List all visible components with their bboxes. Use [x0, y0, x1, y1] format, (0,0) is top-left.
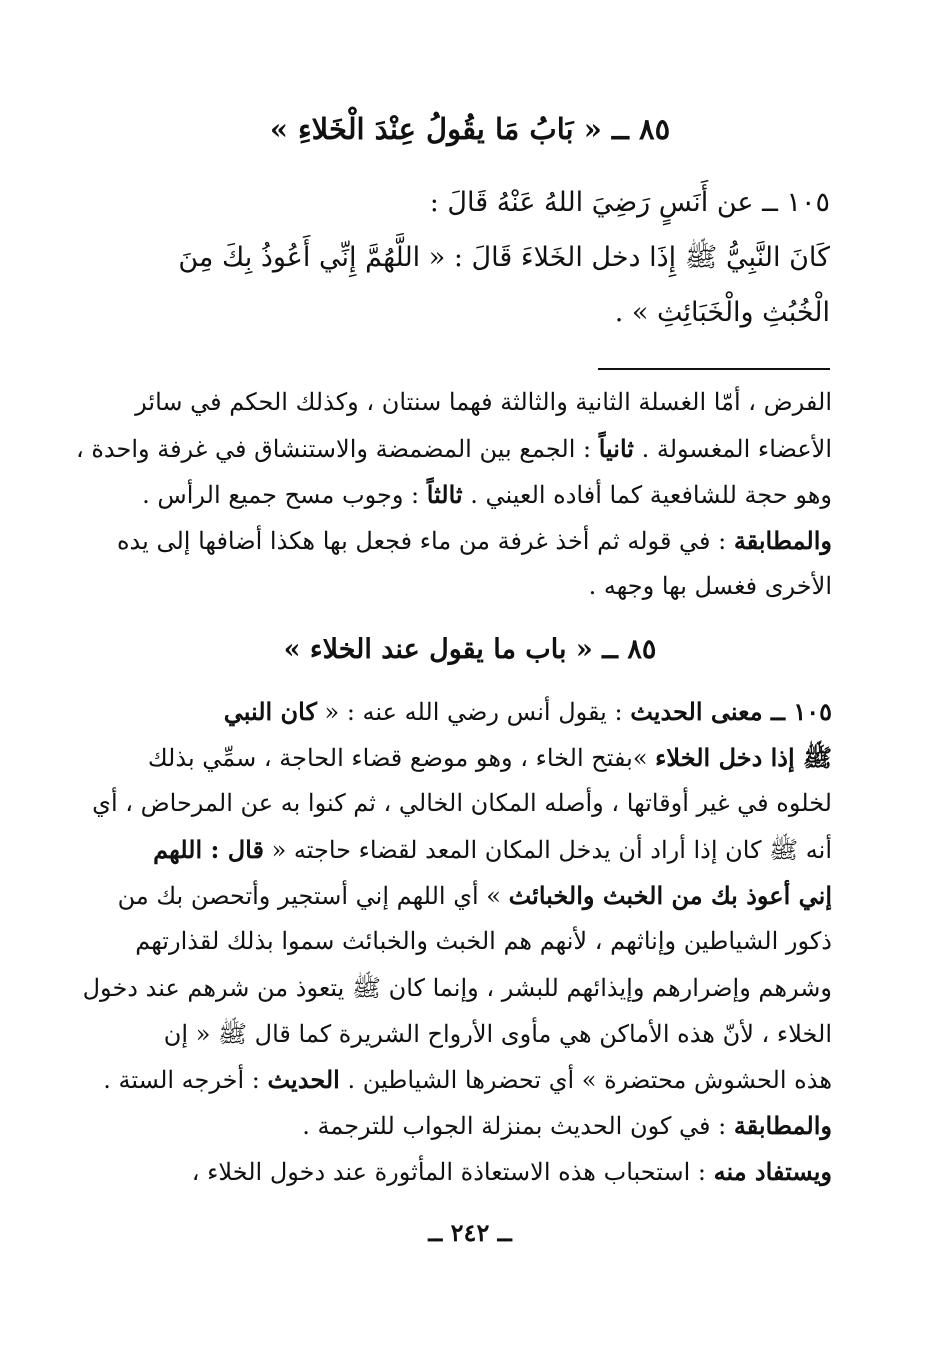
- footnote-line: [135, 388, 832, 416]
- commentary-title: ٨٥ ــ « باب ما يقول عند الخلاء »: [283, 634, 657, 665]
- bold-term: ﷺ إذا دخل الخلاء: [655, 743, 832, 772]
- bold-term: ١٠٥ ــ معنى الحديث: [630, 697, 832, 726]
- chapter-title: ٨٥ ــ « بَابُ مَا يقُولُ عِنْدَ الْخَلاءِ »: [269, 112, 671, 146]
- footnote-line: [589, 572, 832, 600]
- hadith-intro: ١٠٥ ــ عن أَنَسٍ رَضِيَ اللهُ عَنْهُ قَالَ :: [429, 187, 830, 218]
- bold-term: كان النبي: [223, 697, 317, 726]
- text-run: : في قوله ثم أخذ غرفة من ماء فجعل بها هكذا أضافها إلى يده: [116, 527, 734, 555]
- commentary-line: [302, 1111, 832, 1140]
- footnote-line: [142, 480, 832, 509]
- text-run: » أي اللهم إني أستجير وأتحصن بك من: [117, 882, 509, 910]
- bold-term: قال : اللهم: [153, 835, 264, 864]
- bold-term: والمطابقة: [733, 1111, 832, 1140]
- text-run: : أخرجه الستة .: [103, 1066, 268, 1094]
- commentary-line: [224, 697, 832, 726]
- footnote-line: [117, 526, 832, 555]
- text-run: ذكور الشياطين وإناثهم ، لأنهم هم الخبث والخبائث سموا بذلك لقذارتهم: [135, 927, 832, 955]
- text-run: وشرهم وإضرارهم وإيذائهم للبشر ، وإنما كان ﷺ يتعوذ من شرهم عند دخول: [82, 974, 832, 1002]
- hadith-line-2: الْخُبُثِ والْخَبَائِثِ » .: [614, 297, 830, 328]
- text-run: الفرض ، أمّا الغسلة الثانية والثالثة فهما سنتان ، وكذلك الحكم في سائر: [135, 388, 832, 416]
- footnote-line: [76, 434, 832, 463]
- text-run: : في كون الحديث بمنزلة الجواب للترجمة .: [302, 1112, 734, 1140]
- text-run: لخلوه في غير أوقاتها ، وأصله المكان الخالي ، ثم كنوا به عن المرحاض ، أي: [92, 789, 832, 817]
- footnote-separator: [598, 368, 830, 370]
- text-run: : وجوب مسح جميع الرأس .: [142, 481, 427, 509]
- bold-term: ثانياً: [598, 434, 634, 463]
- text-run: الخلاء ، لأنّ هذه الأماكن هي مأوى الأرواح الشريرة كما قال ﷺ « إن: [163, 1020, 832, 1048]
- hadith-line-1: كَانَ النَّبِيُّ ﷺ إِذَا دخل الخَلاءَ قَالَ : « اللَّهُمَّ إِنِّي أَعُوذُ بِكَ مِنَ: [178, 242, 830, 273]
- text-run: وهو حجة للشافعية كما أفاده العيني .: [462, 481, 832, 509]
- commentary-line: [83, 973, 832, 1008]
- bold-term: والمطابقة: [733, 526, 832, 555]
- commentary-line: [92, 789, 832, 817]
- commentary-line: [103, 1065, 832, 1094]
- text-run: : استحباب هذه الاستعاذة المأثورة عند دخول الخلاء ،: [191, 1158, 714, 1186]
- commentary-line: [118, 881, 832, 910]
- text-run: هذه الحشوش محتضرة » أي تحضرها الشياطين .: [339, 1066, 832, 1094]
- bold-term: الحديث: [267, 1065, 340, 1094]
- text-run: : الجمع بين المضمضة والاستنشاق في غرفة واحدة ،: [75, 435, 599, 463]
- commentary-line: [164, 1019, 832, 1054]
- text-run: الأعضاء المغسولة .: [633, 435, 832, 463]
- commentary-line: [148, 743, 832, 778]
- page-number: ــ ٢٤٢ ــ: [428, 1218, 512, 1247]
- commentary-line: [135, 927, 832, 955]
- text-run: »بفتح الخاء ، وهو موضع قضاء الحاجة ، سمِّي بذلك: [147, 744, 656, 772]
- bold-term: ثالثاً: [426, 480, 463, 509]
- text-run: أنه ﷺ كان إذا أراد أن يدخل المكان المعد لقضاء حاجته «: [263, 836, 832, 864]
- text-run: الأخرى فغسل بها وجهه .: [588, 572, 832, 600]
- bold-term: ويستفاد منه: [713, 1157, 832, 1186]
- bold-term: إني أعوذ بك من الخبث والخبائث: [508, 881, 832, 910]
- text-run: : يقول أنس رضي الله عنه : «: [316, 698, 631, 726]
- commentary-line: [153, 835, 832, 870]
- commentary-line: [192, 1157, 832, 1186]
